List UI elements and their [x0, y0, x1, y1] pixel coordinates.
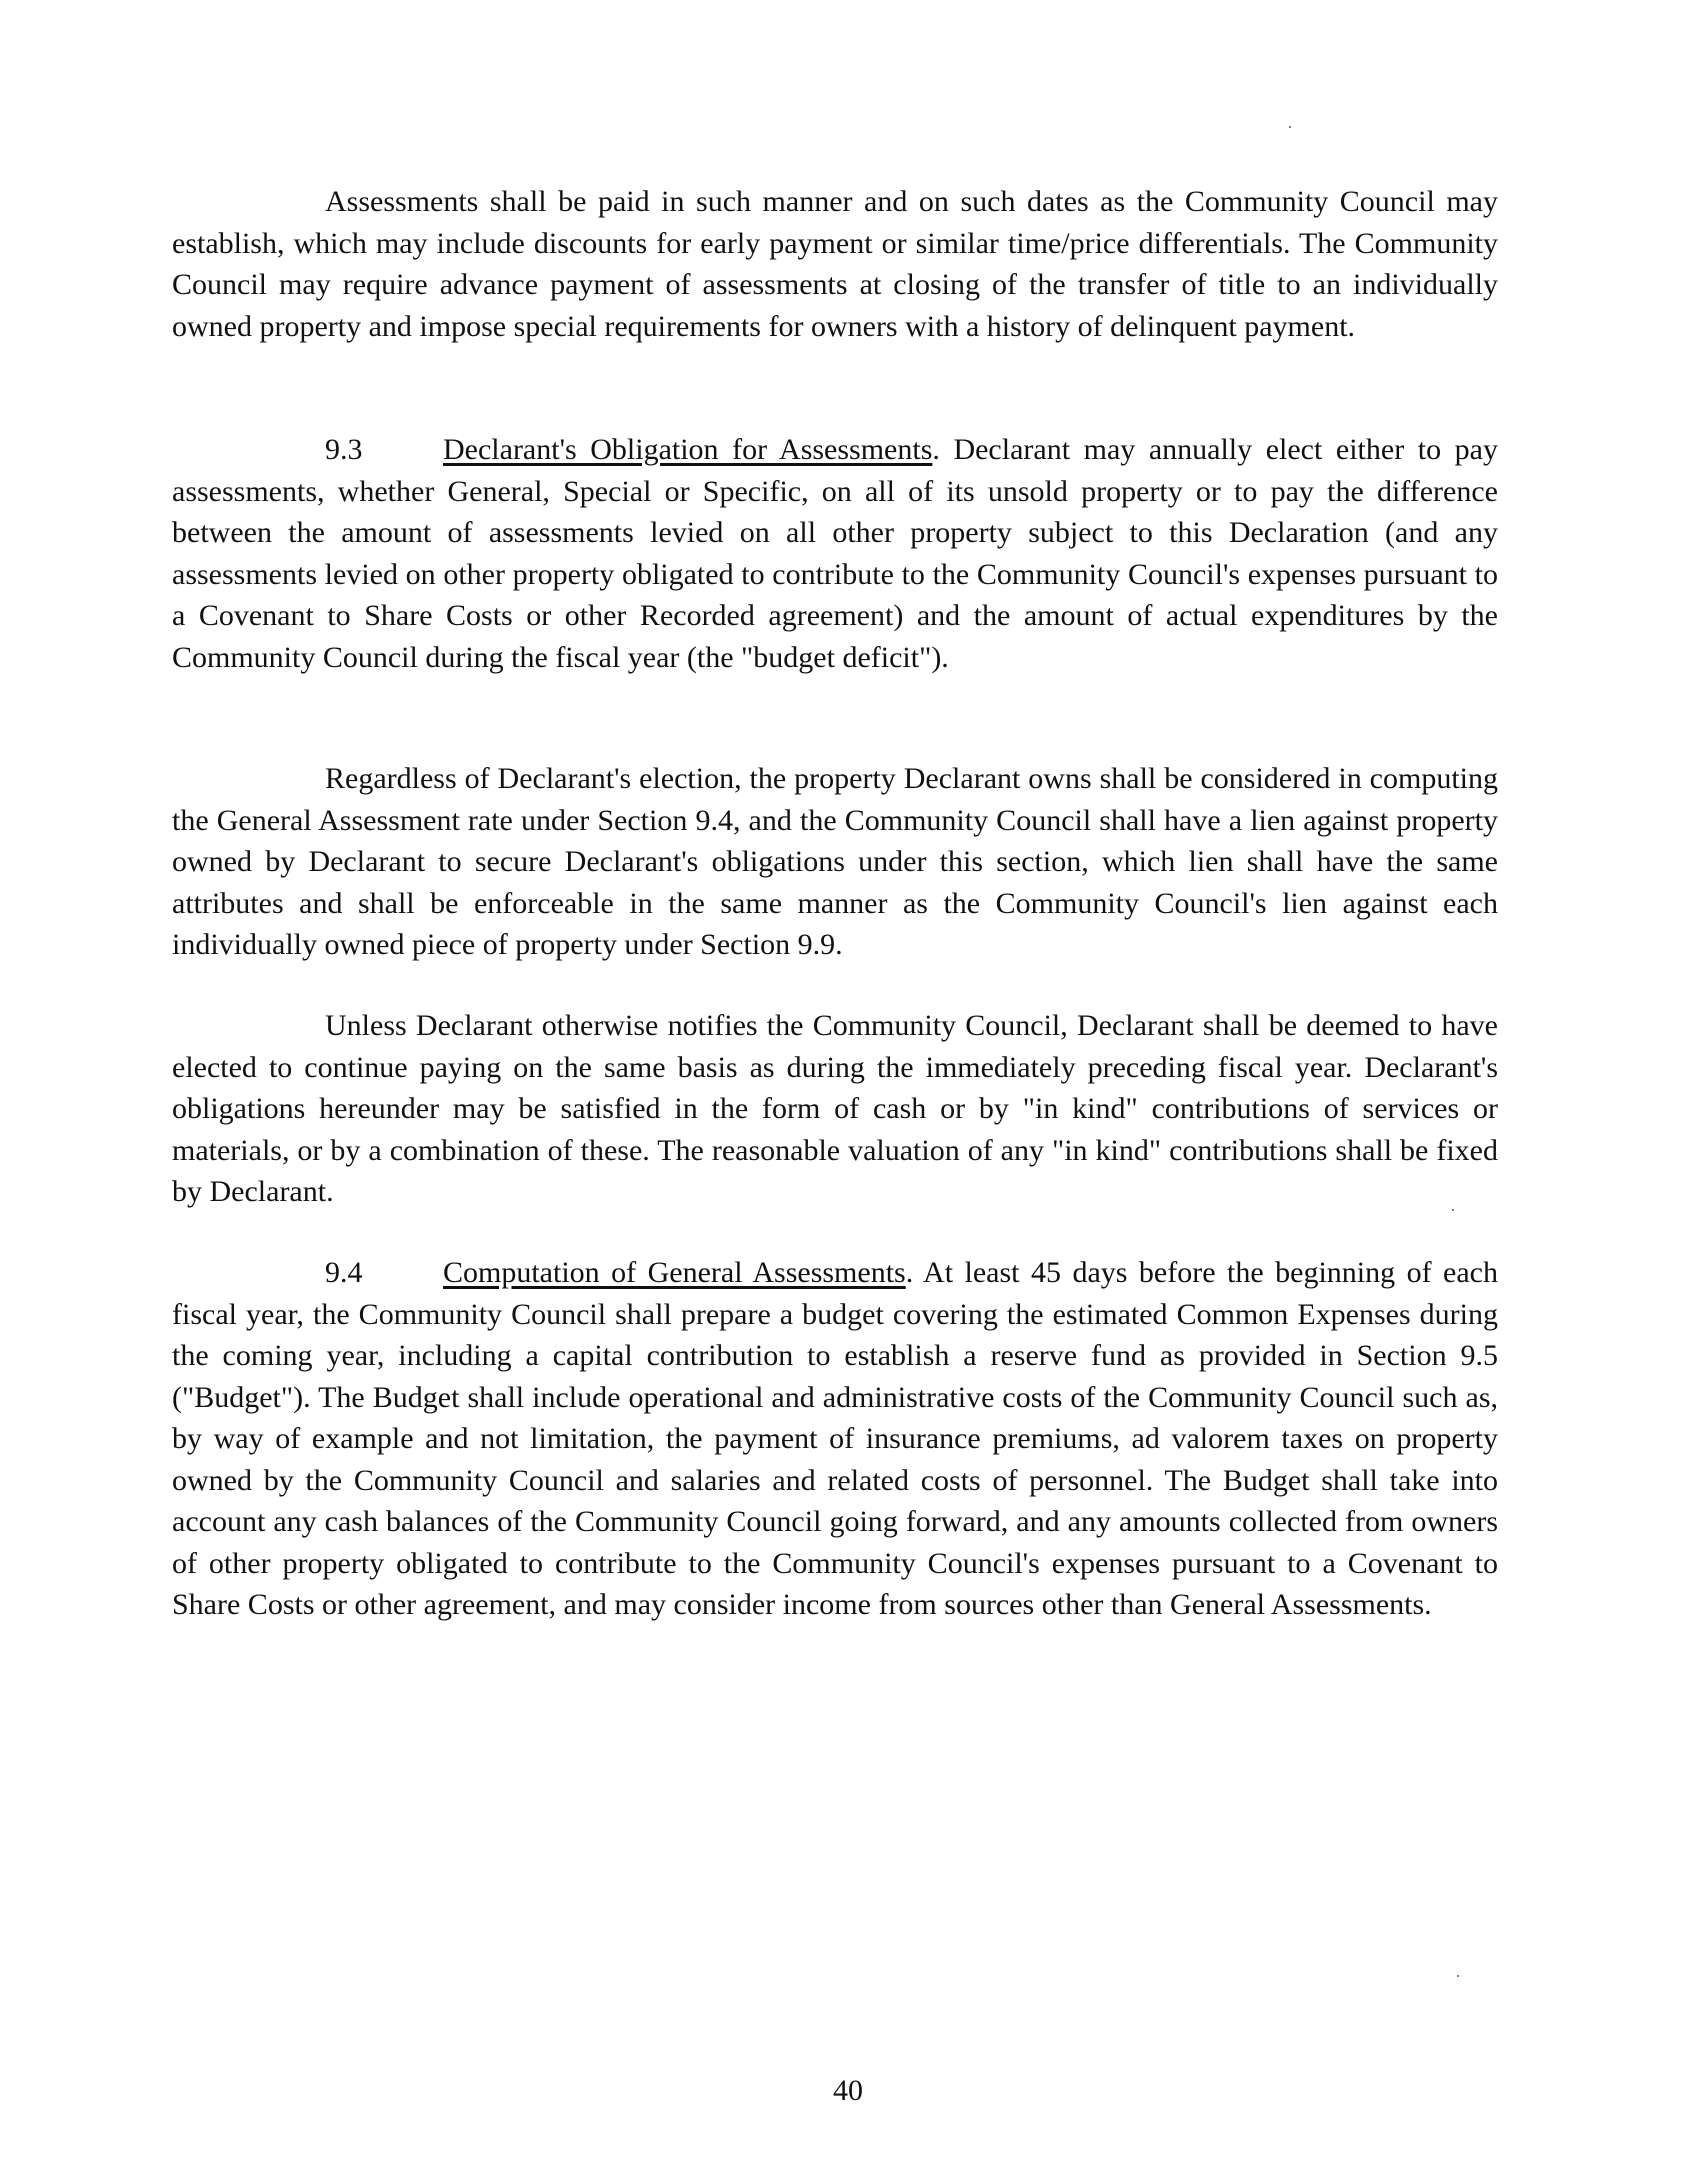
- paragraph-declarant-notice: Unless Declarant otherwise notifies the Community Council, Declarant shall be deemed to have elected to continue paying on the same basis as during the immediately preceding fiscal year. Declarant's obligations hereunder may be satisfied in the form of cash or by "in kind" contributions of services or materials, or by a combination of these. The reasonable valuation of any "in kind" contributions shall be fixed by Declarant.: [172, 1009, 1498, 1208]
- section-number: 9.4: [325, 1256, 363, 1289]
- page-number: 40: [833, 2074, 863, 2107]
- scan-speck: [1289, 126, 1291, 128]
- section-body-text: . Declarant may annually elect either to pay assessments, whether General, Special or Specific, on all of its unsold property or to pay the difference between the amount of assessments levied on all other property subject to this Declaration (and any assessments levied on other property obligated to contribute to the Community Council's expenses pursuant to a Covenant to Share Costs or other Recorded agreement) and the amount of actual expenditures by the Community Council during the fiscal year (the "budget deficit").: [172, 433, 1498, 674]
- paragraph-assessments-payment: Assessments shall be paid in such manner and on such dates as the Community Council may establish, which may include discounts for early payment or similar time/price differentials. The Community Council may require advance payment of assessments at closing of the transfer of title to an individually owned property and impose special requirements for owners with a history of delinquent payment.: [172, 185, 1498, 343]
- scan-speck: [1457, 1975, 1459, 1977]
- section-heading: Declarant's Obligation for Assessments: [443, 433, 933, 466]
- paragraph-section-9-4: [172, 1252, 1498, 1626]
- section-number: 9.3: [325, 433, 363, 466]
- section-body-text: . At least 45 days before the beginning of each fiscal year, the Community Council shall prepare a budget covering the estimated Common Expenses during the coming year, including a capital contribution to establish a reserve fund as provided in Section 9.5 ("Budget"). The Budget shall include operational and administrative costs of the Community Council such as, by way of example and not limitation, the payment of insurance premiums, ad valorem taxes on property owned by the Community Council and salaries and related costs of personnel. The Budget shall take into account any cash balances of the Community Council going forward, and any amounts collected from owners of other property obligated to contribute to the Community Council's expenses pursuant to a Covenant to Share Costs or other agreement, and may consider income from sources other than General Assessments.: [172, 1256, 1499, 1621]
- paragraph-declarant-election: Regardless of Declarant's election, the property Declarant owns shall be considered in computing the General Assessment rate under Section 9.4, and the Community Council shall have a lien against property owned by Declarant to secure Declarant's obligations under this section, which lien shall have the same attributes and shall be enforceable in the same manner as the Community Council's lien against each individually owned piece of property under Section 9.9.: [172, 762, 1498, 961]
- section-heading: Computation of General Assessments: [443, 1256, 906, 1289]
- paragraph-section-9-3: [172, 429, 1498, 678]
